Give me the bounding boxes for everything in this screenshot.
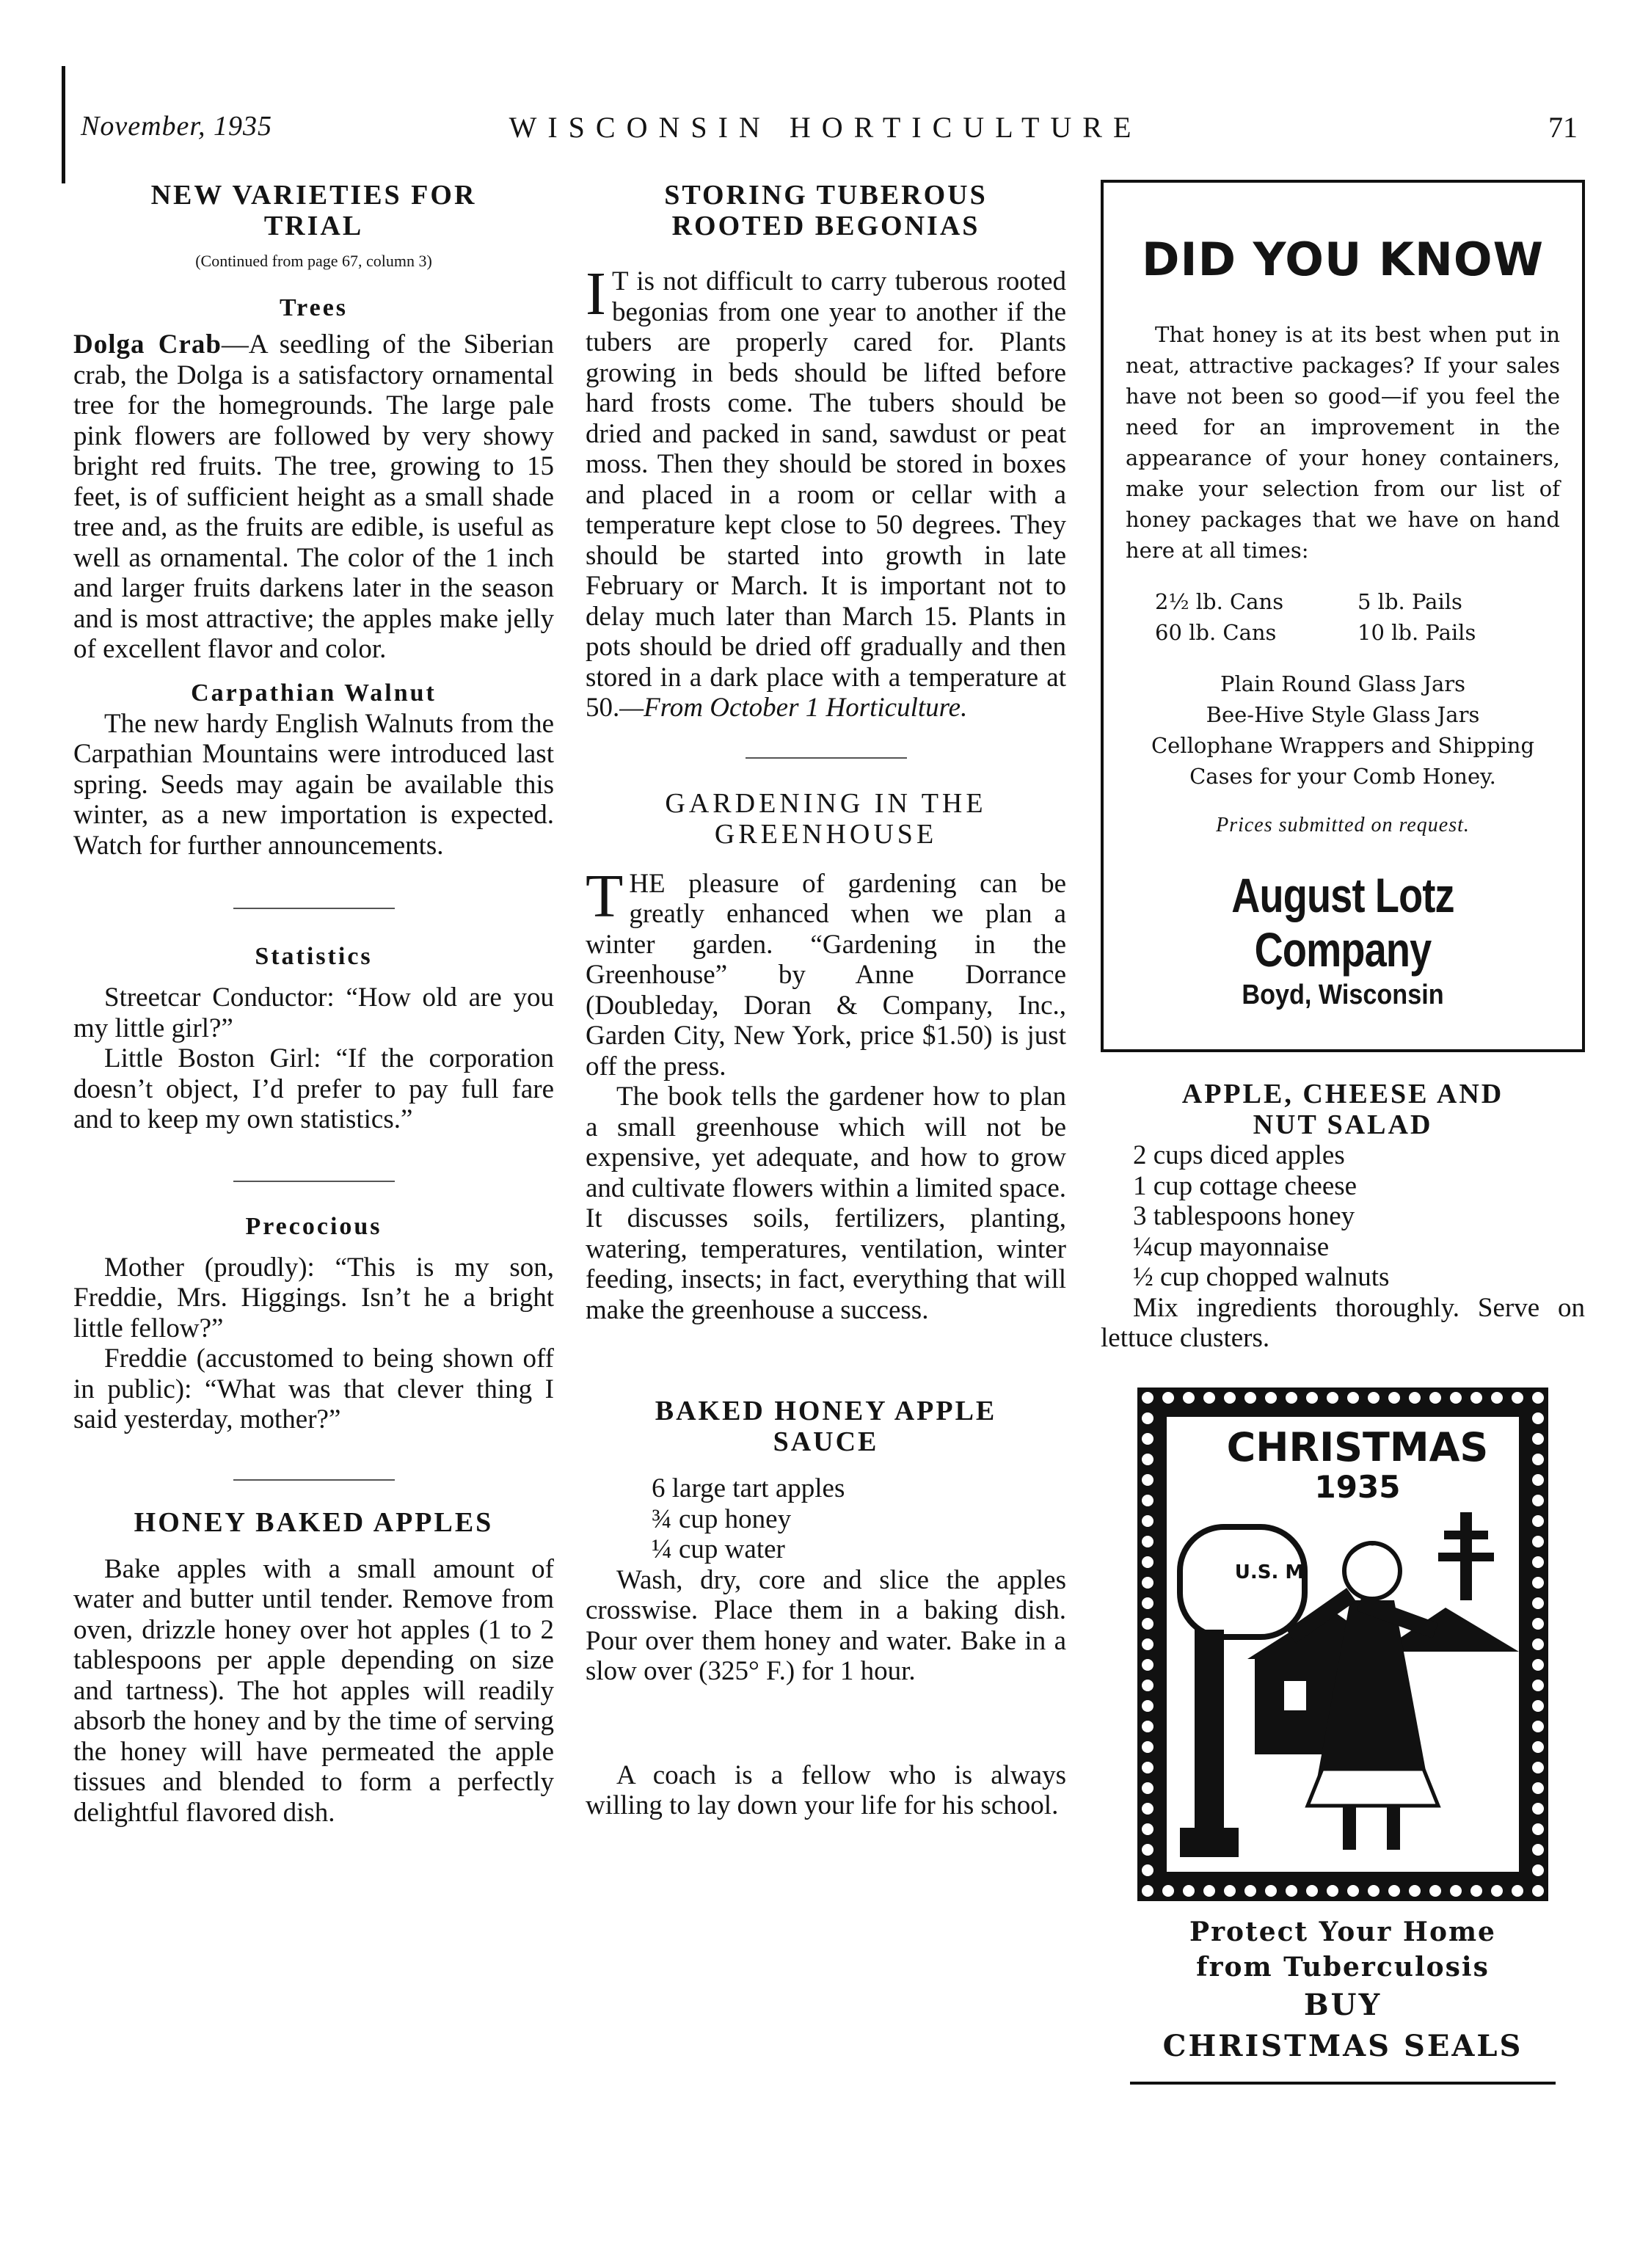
sauce-text: Wash, dry, core and slice the apples crosswise. Place them in a baking dish. Pour over them honey and water. Bake in a slow over (325° F.) for 1 hour. xyxy=(586,1564,1066,1686)
salad-title-1: APPLE, CHEESE AND xyxy=(1181,1079,1504,1109)
dropcap-i: I xyxy=(586,260,606,328)
can-size: 60 lb. Cans xyxy=(1155,620,1277,645)
precocious-p1: Mother (proudly): “This is my son, Freddie, Mrs. Higgings. Isn’t he a bright little fellow?” xyxy=(73,1252,554,1343)
begonias-body: T is not difficult to carry tuberous rooted begonias from one year to another if the tubers are properly cared for. Plants growing in beds should be lifted before hard frosts come. The tubers should be dried and packed in sand, sawdust or peat moss. Then they should be stored in boxes and placed in a room or cellar with a temperature kept close to 50 degrees. They should be started into growth in late February or March. It is important not to delay much later than March 15. Plants in pots should be dried off gradually and then stored in a dark place with a temperature at 50. xyxy=(586,266,1066,723)
begonias-source: —From October 1 Horticulture. xyxy=(619,693,968,723)
dolga-text: —A seedling of the Siberian crab, the Dolga is a satisfactory ornamental tree for the homegrounds. The large pale pink flowers are followed by very showy bright red fruits. The tree, growing to 15 feet, is of sufficient height as a small shade tree and, as the fruits are edible, is useful as well as ornamental. The color of the 1 inch and larger fruits darkens later in the season and is most attractive; the apples make jelly of excellent flavor and color. xyxy=(73,329,554,664)
ad-title: DID YOU KNOW xyxy=(1142,233,1544,286)
walnut-subhead: Carpathian Walnut xyxy=(191,679,437,707)
running-head xyxy=(73,110,1578,154)
honey-baked-text: Bake apples with a small amount of water and butter until tender. Remove from oven, drizzle honey over hot apples (1 to 2 tablespoons per apple depending on size and tartness). The hot apples will readily absorb the honey and by the time of serving the honey will have permeated the apple tissues and blended to form a perfectly delightful flavored dish. xyxy=(73,1553,554,1828)
product-item: Cellophane Wrappers and Shipping Cases for your Comb Honey. xyxy=(1151,733,1535,789)
dolga-paragraph xyxy=(73,329,554,665)
separator xyxy=(233,1479,395,1481)
sauce-title-1: BAKED HONEY APPLE xyxy=(655,1396,997,1426)
product-item: Plain Round Glass Jars xyxy=(1220,671,1466,696)
dolga-name: Dolga Crab xyxy=(73,329,222,360)
greenhouse-p2: The book tells the gardener how to plan a small greenhouse which will not be expensive, yet adequate, and how to grow and cultivate flowers within a limited space. It discusses soils, fertilizers, planting, watering, temperatures, ventilation, winter feeding, insects; in fact, everything that will make the greenhouse a success. xyxy=(586,1082,1066,1325)
ingredient-item: 6 large tart apples xyxy=(652,1473,845,1503)
dropcap-t: T xyxy=(586,861,624,930)
mailbox-label: U.S. M xyxy=(1234,1561,1305,1583)
ad-company-name: August Lotz Company xyxy=(1231,868,1454,977)
statistics-p2: Little Boston Girl: “If the corporation doesn’t object, I’d prefer to pay full fare and to keep my own statistics.” xyxy=(73,1043,554,1134)
column-left xyxy=(73,180,554,1828)
salad-ingredients xyxy=(1101,1140,1585,1293)
ingredient-item: ¼cup mayonnaise xyxy=(1133,1231,1330,1262)
precocious-title: Precocious xyxy=(245,1212,382,1240)
can-size: 10 lb. Pails xyxy=(1357,620,1476,645)
product-item: Bee-Hive Style Glass Jars xyxy=(1206,702,1480,727)
seal-caption-line2: from Tuberculosis xyxy=(1196,1951,1490,1983)
seal-caption-buy: BUY xyxy=(1303,1987,1382,2022)
honey-baked-title: HONEY BAKED APPLES xyxy=(134,1506,494,1538)
ingredient-item: ¼ cup water xyxy=(652,1534,785,1564)
walnut-paragraph: The new hardy English Walnuts from the Carpathian Mountains were introduced last spring. Seeds may again be available this winter, as a new importation is expected. Watch for further announcements. xyxy=(73,708,554,861)
ingredient-item: 3 tablespoons honey xyxy=(1133,1201,1355,1231)
statistics-title: Statistics xyxy=(255,943,373,970)
ingredient-item: 1 cup cottage cheese xyxy=(1133,1170,1357,1201)
can-size: 5 lb. Pails xyxy=(1357,589,1462,614)
issue-date: November, 1935 xyxy=(81,111,272,142)
page-number: 71 xyxy=(1548,111,1578,144)
ad-company-location: Boyd, Wisconsin xyxy=(1242,980,1444,1010)
sauce-ingredients xyxy=(586,1473,1066,1565)
separator xyxy=(233,908,395,909)
christmas-seal-stamp xyxy=(1137,1388,1548,1901)
margin-rule xyxy=(62,66,65,183)
bottom-rule xyxy=(1130,2082,1556,2085)
honey-packages-ad xyxy=(1101,180,1585,1052)
greenhouse-title-2: GREENHOUSE xyxy=(714,818,938,850)
ad-prices-note: Prices submitted on request. xyxy=(1216,814,1470,836)
trees-subhead: Trees xyxy=(279,294,349,321)
salad-text: Mix ingredients thoroughly. Serve on lettuce clusters. xyxy=(1101,1292,1585,1353)
column-middle xyxy=(586,180,1066,1821)
greenhouse-p1 xyxy=(586,861,1066,1082)
precocious-p2: Freddie (accustomed to being shown off in public): “What was that clever thing I said yesterday, mother?” xyxy=(73,1343,554,1434)
column-right xyxy=(1101,180,1585,2085)
greenhouse-title-1: GARDENING IN THE xyxy=(665,787,987,819)
magazine-title: WISCONSIN HORTICULTURE xyxy=(509,111,1142,144)
ad-products xyxy=(1126,668,1560,792)
stamp-year: 1935 xyxy=(1314,1468,1401,1505)
ad-can-sizes xyxy=(1155,586,1560,648)
begonias-title-1: STORING TUBEROUS xyxy=(664,180,988,211)
seal-caption xyxy=(1101,1914,1585,2067)
salad-title-2: NUT SALAD xyxy=(1253,1109,1433,1140)
greenhouse-body: HE pleasure of gardening can be greatly enhanced when we plan a winter garden. “Gardening in the Greenhouse” by Anne Dorrance (Doubleday, Doran & Company, Inc., Garden City, New York, price $1.50) is just off the press. xyxy=(586,868,1066,1082)
ingredient-item: 2 cups diced apples xyxy=(1133,1140,1345,1170)
separator xyxy=(746,757,907,759)
seal-caption-christmas-seals: CHRISTMAS SEALS xyxy=(1162,2028,1523,2063)
seal-caption-line1: Protect Your Home xyxy=(1189,1916,1496,1947)
ad-text: That honey is at its best when put in neat, attractive packages? If your sales have not been so good—if you feel the need for an improvement in the appearance of your honey containers, make your selection from our list of honey packages that we have on hand here at all times: xyxy=(1126,322,1560,563)
can-size: 2½ lb. Cans xyxy=(1155,589,1284,614)
separator xyxy=(233,1181,395,1182)
begonias-title-2: ROOTED BEGONIAS xyxy=(671,211,980,241)
sauce-title-2: SAUCE xyxy=(773,1426,879,1457)
stamp-title: CHRISTMAS xyxy=(1226,1423,1489,1470)
ingredient-item: ¾ cup honey xyxy=(652,1503,792,1534)
begonias-text xyxy=(586,260,1066,723)
statistics-p1: Streetcar Conductor: “How old are you my little girl?” xyxy=(73,982,554,1043)
ingredient-item: ½ cup chopped walnuts xyxy=(1133,1262,1390,1292)
continued-note: (Continued from page 67, column 3) xyxy=(195,252,432,270)
christmas-seal-illustration xyxy=(1137,1388,1548,1901)
coach-joke: A coach is a fellow who is always willing to lay down your life for his school. xyxy=(586,1760,1066,1820)
varieties-title: NEW VARIETIES FOR TRIAL xyxy=(150,180,477,241)
